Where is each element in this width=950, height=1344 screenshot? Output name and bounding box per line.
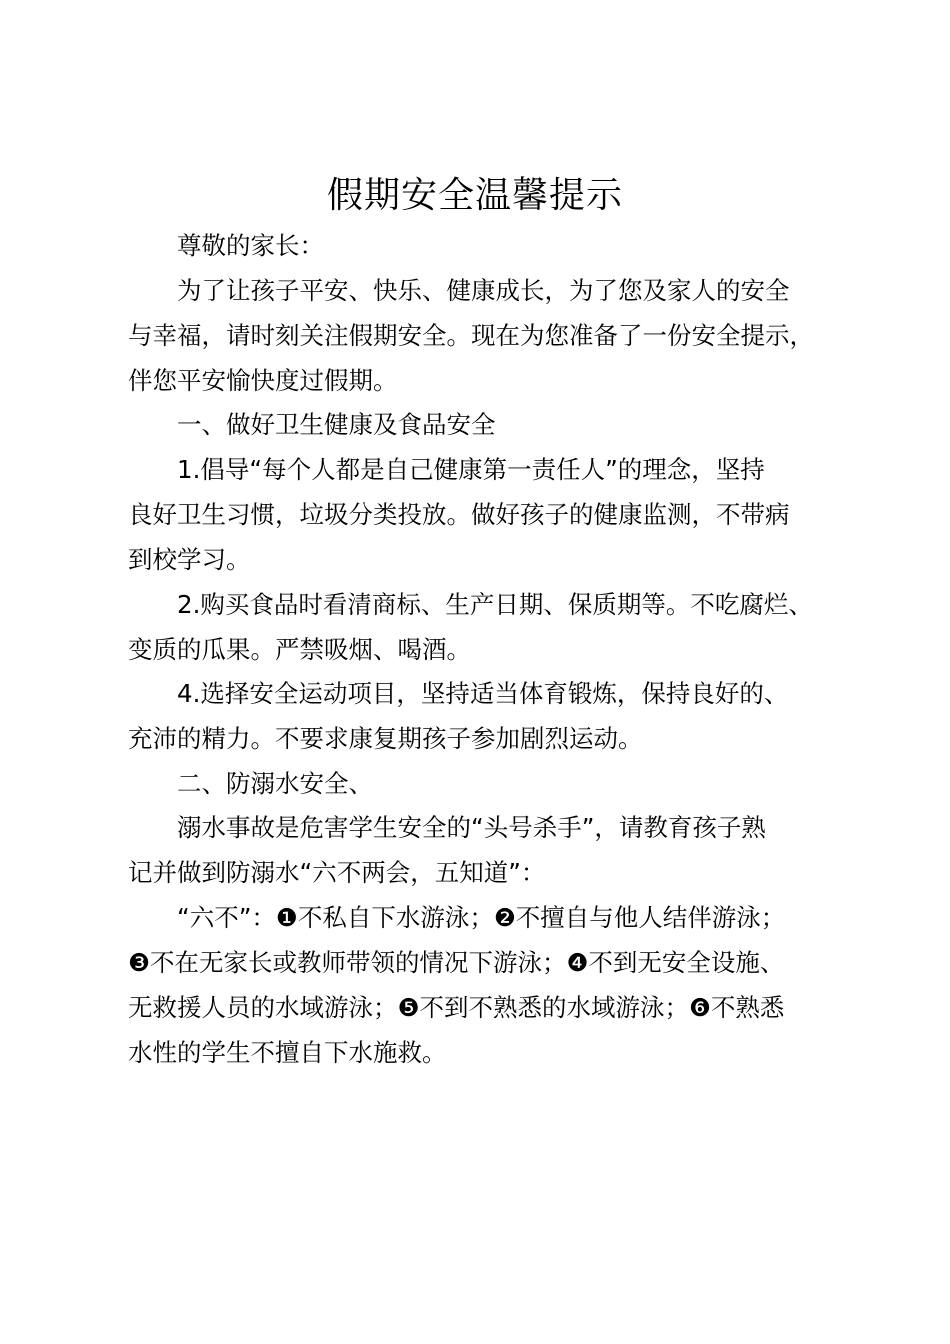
paragraph-line: 无救援人员的水域游泳；❺不到不熟悉的水域游泳；❻不熟悉 [128, 993, 785, 1022]
paragraph-line: 水性的学生不擅自下水施救。 [128, 1038, 447, 1067]
document-title: 假期安全温馨提示 [326, 175, 623, 216]
paragraph-line: 记并做到防溺水“六不两会，五知道”： [128, 858, 546, 887]
paragraph-line: 良好卫生习惯，垃圾分类投放。做好孩子的健康监测，不带病 [128, 500, 790, 529]
paragraph-line: 1.倡导“每个人都是自己健康第一责任人”的理念，坚持 [177, 455, 765, 484]
salutation: 尊敬的家长： [177, 231, 324, 260]
paragraph-line: 2.购买食品时看清商标、生产日期、保质期等。不吃腐烂、 [177, 590, 813, 619]
paragraph-line: 充沛的精力。不要求康复期孩子参加剧烈运动。 [128, 724, 643, 753]
paragraph-line: “六不”：❶不私自下水游泳；❷不擅自与他人结伴游泳； [177, 903, 786, 932]
paragraph-line: ❸不在无家长或教师带领的情况下游泳；❹不到无安全设施、 [128, 948, 785, 977]
paragraph-line: 为了让孩子平安、快乐、健康成长，为了您及家人的安全 [177, 276, 790, 305]
paragraph-line: 与幸福，请时刻关注假期安全。现在为您准备了一份安全提示， [128, 321, 814, 350]
section-heading: 一、做好卫生健康及食品安全 [177, 410, 496, 439]
section-heading: 二、防溺水安全、 [177, 769, 373, 798]
paragraph-line: 到校学习。 [128, 545, 251, 574]
paragraph-line: 溺水事故是危害学生安全的“头号杀手”，请教育孩子熟 [177, 813, 766, 842]
paragraph-line: 4.选择安全运动项目，坚持适当体育锻炼，保持良好的、 [177, 679, 789, 708]
paragraph-line: 伴您平安愉快度过假期。 [128, 366, 398, 395]
paragraph-line: 变质的瓜果。严禁吸烟、喝酒。 [128, 635, 471, 664]
